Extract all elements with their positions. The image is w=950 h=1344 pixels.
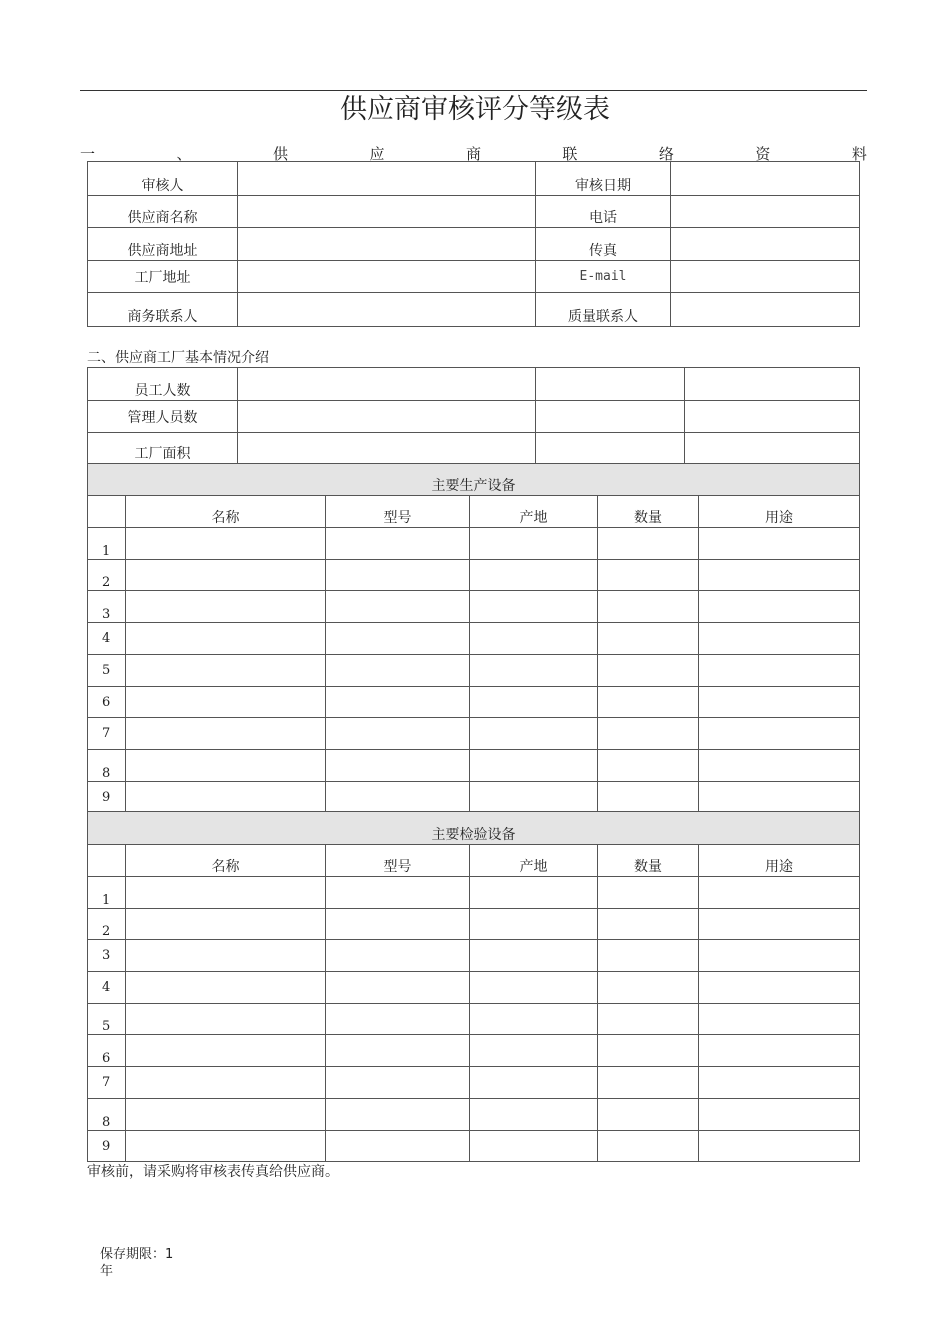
table-cell[interactable] (699, 1067, 860, 1099)
fax-field[interactable] (671, 228, 860, 261)
table-cell[interactable] (326, 1099, 470, 1131)
table-cell[interactable] (470, 940, 598, 972)
table-cell[interactable] (598, 1067, 699, 1099)
column-header-purpose: 用途 (699, 496, 860, 528)
table-cell[interactable] (598, 528, 699, 560)
factory-address-field[interactable] (238, 261, 536, 293)
section1-heading-char: 联 (562, 145, 578, 163)
column-header-model: 型号 (326, 845, 470, 877)
production-equipment-title: 主要生产设备 (88, 464, 860, 496)
table-band-row (88, 812, 860, 845)
table-cell[interactable] (326, 909, 470, 940)
table-row (88, 623, 860, 655)
section1-heading-char: 商 (465, 145, 481, 163)
footer-note: 审核前，请采购将审核表传真给供应商。 (87, 1164, 339, 1180)
table-row (88, 261, 860, 293)
table-row (88, 433, 860, 464)
table-cell[interactable] (126, 591, 326, 623)
table-cell[interactable] (699, 750, 860, 782)
table-header-row (88, 496, 860, 528)
table-cell[interactable] (126, 687, 326, 718)
table-cell[interactable] (326, 877, 470, 909)
table-cell[interactable] (126, 528, 326, 560)
table-cell[interactable] (326, 750, 470, 782)
inspection-equipment-table (87, 811, 860, 1162)
factory-address-label: 工厂地址 (88, 261, 238, 293)
section1-heading-char: 资 (755, 145, 771, 163)
auditor-field[interactable] (238, 162, 536, 196)
table-cell[interactable] (598, 1004, 699, 1035)
table-cell[interactable] (598, 655, 699, 687)
table-row (88, 228, 860, 261)
table-row (88, 401, 860, 433)
table-cell[interactable] (598, 940, 699, 972)
table-cell[interactable] (470, 1035, 598, 1067)
row-number: 2 (88, 560, 126, 591)
audit-date-label: 审核日期 (536, 162, 671, 196)
manager-count-label: 管理人员数 (88, 401, 238, 433)
supplier-name-field[interactable] (238, 196, 536, 228)
table-cell[interactable] (126, 655, 326, 687)
table-cell[interactable] (699, 560, 860, 591)
table-cell[interactable] (598, 750, 699, 782)
table-cell[interactable] (326, 1035, 470, 1067)
page-title: 供应商审核评分等级表 (340, 94, 610, 125)
table-cell[interactable] (470, 1099, 598, 1131)
table-cell[interactable] (699, 687, 860, 718)
section1-heading-char: 一 (80, 145, 96, 163)
table-row (88, 972, 860, 1004)
row-number: 9 (88, 782, 126, 813)
table-cell[interactable] (598, 972, 699, 1004)
table-row (88, 687, 860, 718)
table-cell[interactable] (126, 1004, 326, 1035)
business-contact-field[interactable] (238, 293, 536, 327)
table-cell[interactable] (126, 1035, 326, 1067)
quality-contact-field[interactable] (671, 293, 860, 327)
employee-count-field[interactable] (238, 368, 536, 401)
table-cell[interactable] (470, 972, 598, 1004)
row-number: 5 (88, 1004, 126, 1035)
table-row (88, 196, 860, 228)
manager-count-extra-1[interactable] (536, 401, 685, 433)
row-number: 2 (88, 909, 126, 940)
section2-heading: 二、供应商工厂基本情况介绍 (87, 350, 269, 366)
row-number: 9 (88, 1131, 126, 1162)
business-contact-label: 商务联系人 (88, 293, 238, 327)
column-header (88, 845, 126, 877)
table-cell[interactable] (470, 750, 598, 782)
table-cell[interactable] (470, 1067, 598, 1099)
table-cell[interactable] (699, 1004, 860, 1035)
supplier-contact-table (87, 161, 860, 327)
table-cell[interactable] (470, 528, 598, 560)
row-number: 4 (88, 972, 126, 1004)
employee-count-extra-1[interactable] (536, 368, 685, 401)
table-cell[interactable] (598, 909, 699, 940)
table-cell[interactable] (470, 782, 598, 813)
table-row (88, 1131, 860, 1162)
table-row (88, 1004, 860, 1035)
column-header-purpose: 用途 (699, 845, 860, 877)
row-number: 7 (88, 1067, 126, 1099)
row-number: 3 (88, 591, 126, 623)
table-cell[interactable] (126, 718, 326, 750)
employee-count-label: 员工人数 (88, 368, 238, 401)
table-row (88, 655, 860, 687)
table-row (88, 877, 860, 909)
table-header-row (88, 845, 860, 877)
column-header-name: 名称 (126, 496, 326, 528)
table-cell[interactable] (326, 528, 470, 560)
column-header-model: 型号 (326, 496, 470, 528)
table-cell[interactable] (126, 750, 326, 782)
table-cell[interactable] (126, 782, 326, 813)
table-cell[interactable] (326, 591, 470, 623)
section1-heading-char: 、 (176, 145, 192, 163)
section1-heading-char: 络 (658, 145, 674, 163)
factory-area-extra-2[interactable] (685, 433, 860, 464)
table-cell[interactable] (699, 782, 860, 813)
table-cell[interactable] (126, 560, 326, 591)
row-number: 6 (88, 1035, 126, 1067)
table-cell[interactable] (598, 877, 699, 909)
table-row (88, 293, 860, 327)
manager-count-extra-2[interactable] (685, 401, 860, 433)
row-number: 5 (88, 655, 126, 687)
table-cell[interactable] (598, 687, 699, 718)
row-number: 8 (88, 1099, 126, 1131)
section1-heading-char: 料 (851, 145, 867, 163)
table-cell[interactable] (470, 877, 598, 909)
table-row (88, 560, 860, 591)
table-band-row (88, 464, 860, 496)
auditor-label: 审核人 (88, 162, 238, 196)
table-row (88, 718, 860, 750)
table-cell[interactable] (326, 718, 470, 750)
table-cell[interactable] (126, 623, 326, 655)
production-equipment-table (87, 463, 860, 813)
row-number: 1 (88, 877, 126, 909)
row-number: 7 (88, 718, 126, 750)
supplier-address-label: 供应商地址 (88, 228, 238, 261)
table-cell[interactable] (699, 909, 860, 940)
table-row (88, 782, 860, 813)
table-cell[interactable] (326, 1131, 470, 1162)
audit-date-field[interactable] (671, 162, 860, 196)
top-rule (80, 90, 867, 91)
table-cell[interactable] (598, 560, 699, 591)
employee-count-extra-2[interactable] (685, 368, 860, 401)
section1-heading-char: 应 (369, 145, 385, 163)
table-cell[interactable] (699, 972, 860, 1004)
table-row (88, 940, 860, 972)
table-row (88, 750, 860, 782)
table-cell[interactable] (126, 877, 326, 909)
row-number: 1 (88, 528, 126, 560)
table-cell[interactable] (699, 655, 860, 687)
phone-field[interactable] (671, 196, 860, 228)
table-cell[interactable] (126, 909, 326, 940)
table-cell[interactable] (699, 940, 860, 972)
fax-label: 传真 (536, 228, 671, 261)
table-cell[interactable] (470, 623, 598, 655)
table-row (88, 528, 860, 560)
table-cell[interactable] (126, 1067, 326, 1099)
quality-contact-label: 质量联系人 (536, 293, 671, 327)
column-header-quantity: 数量 (598, 845, 699, 877)
column-header (88, 496, 126, 528)
table-cell[interactable] (470, 591, 598, 623)
row-number: 8 (88, 750, 126, 782)
supplier-address-field[interactable] (238, 228, 536, 261)
factory-area-label: 工厂面积 (88, 433, 238, 464)
table-cell[interactable] (699, 1035, 860, 1067)
table-cell[interactable] (598, 1131, 699, 1162)
email-label: E-mail (536, 261, 671, 293)
table-cell[interactable] (598, 1035, 699, 1067)
table-row (88, 1067, 860, 1099)
table-cell[interactable] (470, 1131, 598, 1162)
table-row (88, 1035, 860, 1067)
table-cell[interactable] (326, 623, 470, 655)
table-cell[interactable] (598, 623, 699, 655)
factory-area-extra-1[interactable] (536, 433, 685, 464)
section1-heading-char: 供 (272, 145, 288, 163)
table-cell[interactable] (699, 591, 860, 623)
table-cell[interactable] (470, 560, 598, 591)
table-cell[interactable] (598, 782, 699, 813)
table-cell[interactable] (699, 528, 860, 560)
table-row (88, 591, 860, 623)
table-cell[interactable] (326, 655, 470, 687)
table-cell[interactable] (326, 972, 470, 1004)
table-cell[interactable] (126, 1131, 326, 1162)
table-cell[interactable] (326, 687, 470, 718)
table-cell[interactable] (326, 560, 470, 591)
table-row (88, 909, 860, 940)
table-cell[interactable] (326, 782, 470, 813)
column-header-quantity: 数量 (598, 496, 699, 528)
table-cell[interactable] (326, 940, 470, 972)
factory-area-field[interactable] (238, 433, 536, 464)
phone-label: 电话 (536, 196, 671, 228)
row-number: 6 (88, 687, 126, 718)
table-cell[interactable] (470, 909, 598, 940)
inspection-equipment-title: 主要检验设备 (88, 812, 860, 845)
table-cell[interactable] (470, 687, 598, 718)
email-field[interactable] (671, 261, 860, 293)
table-cell[interactable] (699, 1099, 860, 1131)
table-row (88, 162, 860, 196)
table-cell[interactable] (470, 1004, 598, 1035)
table-row (88, 368, 860, 401)
table-cell[interactable] (326, 1067, 470, 1099)
retention-period: 保存期限：1 年 (100, 1247, 174, 1279)
table-cell[interactable] (598, 718, 699, 750)
table-cell[interactable] (598, 591, 699, 623)
table-cell[interactable] (699, 877, 860, 909)
table-cell[interactable] (598, 1099, 699, 1131)
table-cell[interactable] (126, 1099, 326, 1131)
table-cell[interactable] (470, 718, 598, 750)
manager-count-field[interactable] (238, 401, 536, 433)
supplier-name-label: 供应商名称 (88, 196, 238, 228)
table-cell[interactable] (699, 1131, 860, 1162)
column-header-origin: 产地 (470, 496, 598, 528)
column-header-origin: 产地 (470, 845, 598, 877)
table-cell[interactable] (126, 940, 326, 972)
table-cell[interactable] (470, 655, 598, 687)
table-row (88, 1099, 860, 1131)
row-number: 4 (88, 623, 126, 655)
factory-basics-table (87, 367, 860, 464)
table-cell[interactable] (326, 1004, 470, 1035)
row-number: 3 (88, 940, 126, 972)
table-cell[interactable] (699, 623, 860, 655)
table-cell[interactable] (699, 718, 860, 750)
column-header-name: 名称 (126, 845, 326, 877)
table-cell[interactable] (126, 972, 326, 1004)
